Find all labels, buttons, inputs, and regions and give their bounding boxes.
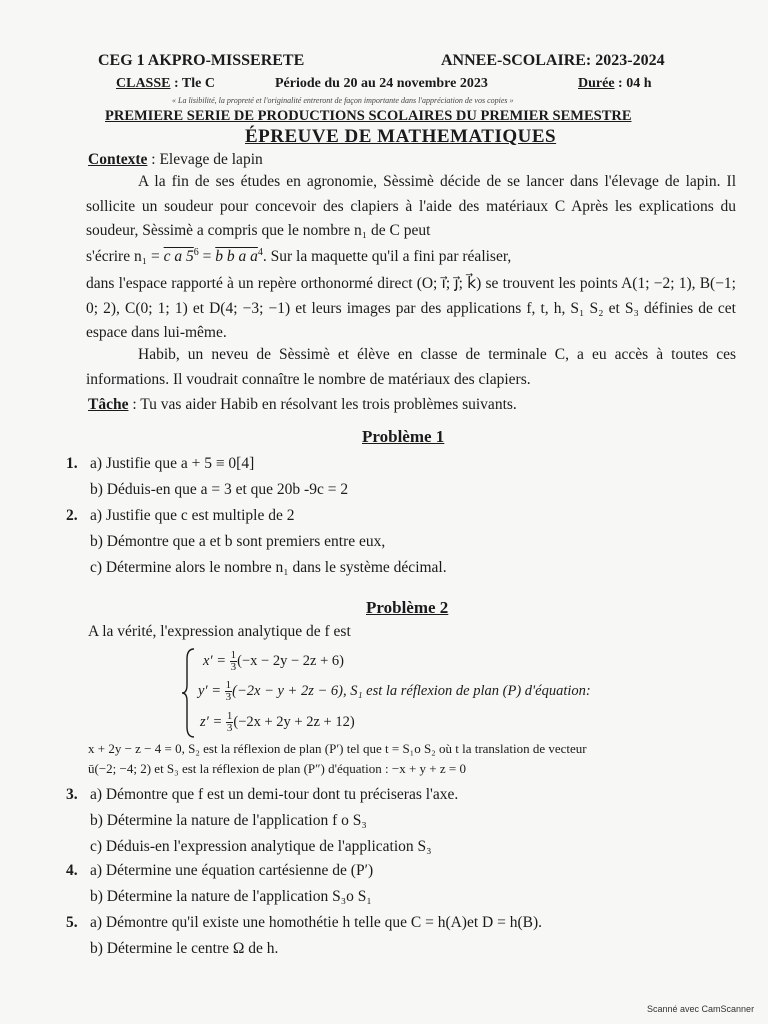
duration-value: : 04 h xyxy=(614,76,652,91)
q1a: a) Justifie que a + 5 ≡ 0[4] xyxy=(90,455,255,472)
system-brace xyxy=(181,647,197,739)
fraction-x: $\frac{1}{3}$ xyxy=(230,649,237,673)
formula-prefix: s'écrire n₁ = xyxy=(86,248,164,266)
task-line xyxy=(88,396,517,414)
formula-base-1: 6 xyxy=(193,247,199,258)
q4-number: 4. xyxy=(66,862,78,879)
q3b: b) Détermine la nature de l'application f o S₃ xyxy=(90,812,367,829)
problem-2-title: Problème 2 xyxy=(366,598,449,617)
formula-base-2: 4 xyxy=(257,247,263,258)
equation-z: z′ = $\frac{1}{3}$ (−2x + 2y + 2z + 12) xyxy=(200,710,355,734)
plane-line-1: x + 2y − z − 4 = 0, S₂ est la réflexion de plan (P′) tel que t = S₁o S₂ où t la translation de vecteur xyxy=(88,741,587,756)
context-line xyxy=(88,151,263,169)
class-value: : Tle C xyxy=(170,76,215,91)
class-line xyxy=(116,76,215,92)
context-label: Contexte xyxy=(88,151,148,168)
q3-number: 3. xyxy=(66,786,78,803)
problem-1-title: Problème 1 xyxy=(362,427,445,446)
class-label: CLASSE xyxy=(116,76,171,91)
context-paragraph-2 xyxy=(86,343,736,392)
context-value: : Elevage de lapin xyxy=(147,151,263,168)
q3a: a) Démontre que f est un demi-tour dont tu préciseras l'axe. xyxy=(90,786,459,803)
formula-line xyxy=(86,247,511,266)
q2-number: 2. xyxy=(66,507,78,524)
q2c: c) Détermine alors le nombre n₁ dans le système décimal. xyxy=(90,559,447,576)
q1b: b) Déduis-en que a = 3 et que 20b -9c = 2 xyxy=(90,481,349,498)
fraction-y: $\frac{1}{3}$ xyxy=(225,679,232,703)
q5a: a) Démontre qu'il existe une homothétie h telle que C = h(A)et D = h(B). xyxy=(90,914,543,931)
context-p1-end: dans l'espace rapporté à un repère orthonormé direct (O; i⃗; j⃗; k⃗) se trouvent les points A(1; −2; 1), B(−1; 0; 2), C(0; 1; 1) et D(4; −3; −1) et leurs images par des applications f, t, h, S₁ S₂ et S₃ définies de cet espace dans lui-même. xyxy=(86,275,736,341)
formula-number-2: b b a a xyxy=(215,248,258,266)
q4a: a) Détermine une équation cartésienne de (P′) xyxy=(90,862,374,879)
task-label: Tâche xyxy=(88,396,129,413)
context-p1: A la fin de ses études en agronomie, Sèssimè décide de se lancer dans l'élevage de lapin. Il sollicite un soudeur pour concevoir des clapiers à l'aide des matériaux C Après les explications du soudeur, Sèssimè a compris que le nombre n₁ de C peut xyxy=(86,173,736,239)
scanner-watermark: Scanné avec CamScanner xyxy=(647,1004,755,1014)
context-p2: Habib, un neveu de Sèssimè et élève en classe de terminale C, a eu accès à toutes ces informations. Il voudrait connaître le nombre de matériaux des clapiers. xyxy=(86,346,736,388)
context-paragraph-1-end xyxy=(86,272,736,346)
equation-x: x′ = $\frac{1}{3}$ (−x − 2y − 2z + 6) xyxy=(203,649,344,673)
duration-label: Durée xyxy=(578,76,615,91)
fraction-z: $\frac{1}{3}$ xyxy=(226,710,233,734)
q3c: c) Déduis-en l'expression analytique de l'application S₃ xyxy=(90,838,432,855)
formula-equals: = xyxy=(198,248,216,266)
equation-y: y′ = $\frac{1}{3}$ (−2x − y + 2z − 6), S₁ est la réflexion de plan (P) d'équation: xyxy=(198,679,591,703)
q4b: b) Détermine la nature de l'application S₃o S₁ xyxy=(90,888,372,905)
q2b: b) Démontre que a et b sont premiers entre eux, xyxy=(90,533,386,550)
exam-title: ÉPREUVE DE MATHEMATIQUES xyxy=(245,126,557,147)
series-title: PREMIERE SERIE DE PRODUCTIONS SCOLAIRES DU PREMIER SEMESTRE xyxy=(105,108,632,124)
formula-rest: . Sur la maquette qu'il a fini par réaliser, xyxy=(262,248,512,266)
q5-number: 5. xyxy=(66,914,78,931)
problem-2-intro: A la vérité, l'expression analytique de f est xyxy=(88,623,351,640)
school-name: CEG 1 AKPRO-MISSERETE xyxy=(98,52,305,69)
formula-number-1: c a 5 xyxy=(163,248,194,266)
task-value: : Tu vas aider Habib en résolvant les trois problèmes suivants. xyxy=(128,396,517,413)
q1-number: 1. xyxy=(66,455,78,472)
duration-line xyxy=(578,76,652,92)
q2a: a) Justifie que c est multiple de 2 xyxy=(90,507,295,524)
period: Période du 20 au 24 novembre 2023 xyxy=(275,76,488,91)
context-paragraph-1 xyxy=(86,170,736,244)
school-year: ANNEE-SCOLAIRE: 2023-2024 xyxy=(441,52,665,69)
q5b: b) Détermine le centre Ω de h. xyxy=(90,940,279,957)
plane-line-2: ū(−2; −4; 2) et S₃ est la réflexion de plan (P″) d'équation : −x + y + z = 0 xyxy=(88,761,466,776)
quote: « La lisibilité, la propreté et l'originalité entreront de façon importante dans l'appréciation de vos copies » xyxy=(172,96,514,105)
